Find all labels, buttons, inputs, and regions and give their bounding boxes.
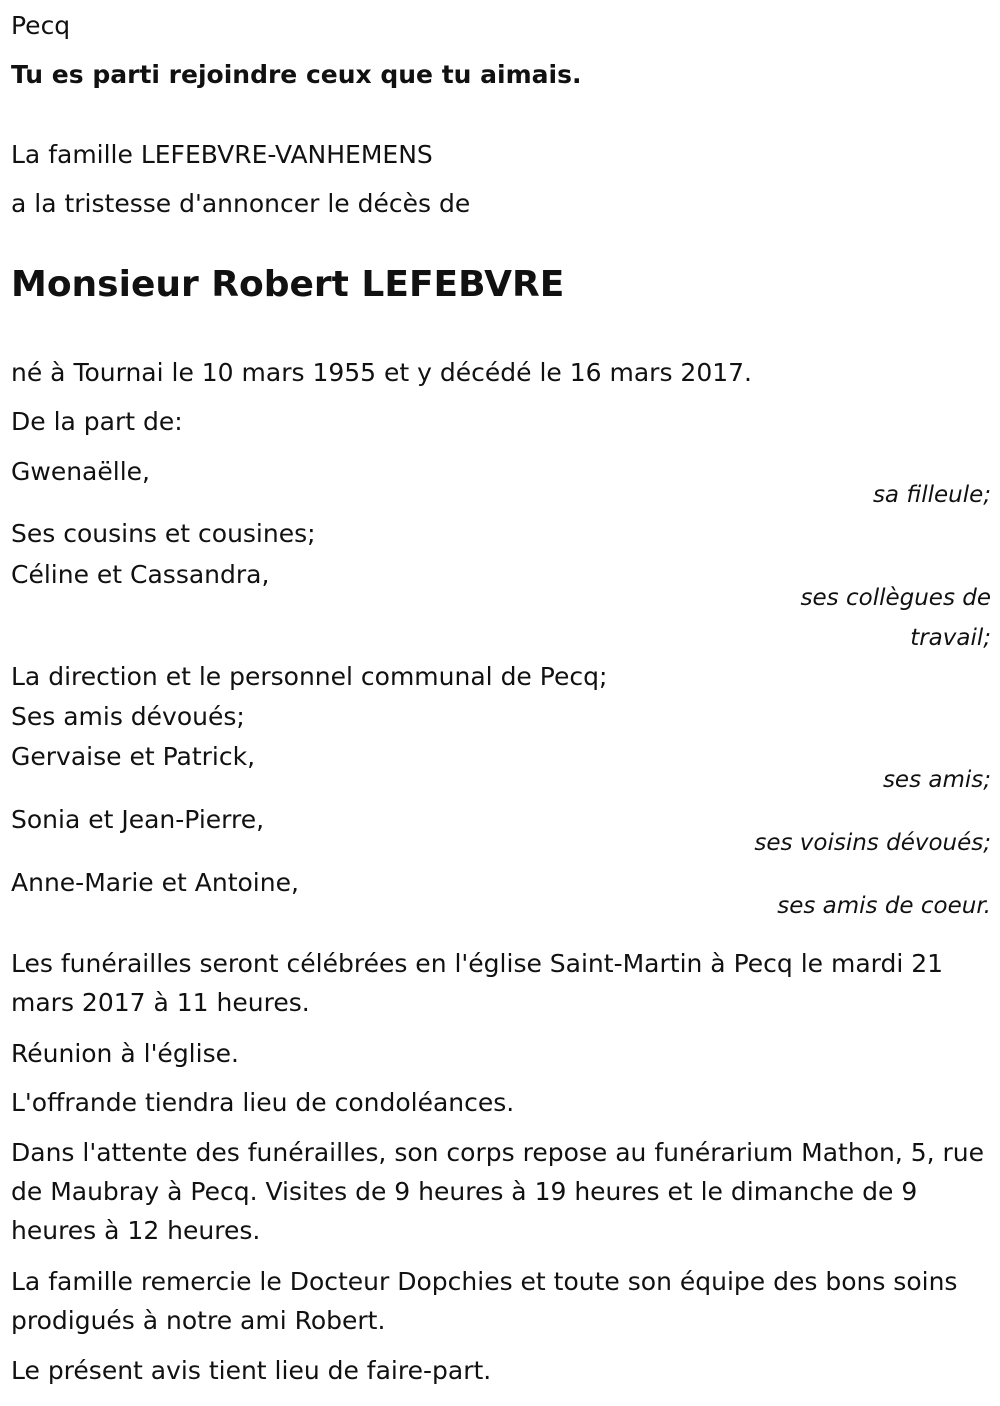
offering-paragraph: L'offrande tiendra lieu de condoléances. <box>11 1088 515 1117</box>
mourner-name: Anne-Marie et Antoine, <box>11 868 299 897</box>
location-label: Pecq <box>11 11 71 40</box>
birth-death-line: né à Tournai le 10 mars 1955 et y décédé le 16 mars 2017. <box>11 358 752 387</box>
mourner-role: ses amis de coeur. <box>777 893 991 919</box>
notice-paragraph: Le présent avis tient lieu de faire-part. <box>11 1356 492 1385</box>
mourner-role: sa filleule; <box>872 482 991 508</box>
mourner-name: La direction et le personnel communal de Pecq; <box>11 662 608 691</box>
epitaph: Tu es parti rejoindre ceux que tu aimais. <box>11 60 582 89</box>
funeral-paragraph: Les funérailles seront célébrées en l'église Saint-Martin à Pecq le mardi 21 mars 2017 à 11 heures. <box>11 949 944 1017</box>
mourner-role: travail; <box>910 625 991 651</box>
visits-paragraph: Dans l'attente des funérailles, son corps repose au funérarium Mathon, 5, rue de Maubray à Pecq. Visites de 9 heures à 19 heures et le dimanche de 9 heures à 12 heures. <box>11 1138 985 1245</box>
mourner-name: Ses amis dévoués; <box>11 702 245 731</box>
deceased-name: Monsieur Robert LEFEBVRE <box>11 264 565 305</box>
meeting-paragraph: Réunion à l'église. <box>11 1039 239 1068</box>
family-line: La famille LEFEBVRE-VANHEMENS <box>11 140 433 169</box>
mourner-name: Ses cousins et cousines; <box>11 519 316 548</box>
mourner-role: ses collègues de <box>800 585 991 611</box>
mourner-name: Sonia et Jean-Pierre, <box>11 805 265 834</box>
from-label: De la part de: <box>11 407 183 436</box>
mourner-name: Gervaise et Patrick, <box>11 742 256 771</box>
mourner-name: Céline et Cassandra, <box>11 560 270 589</box>
mourner-role: ses voisins dévoués; <box>754 830 991 856</box>
mourner-name: Gwenaëlle, <box>11 457 150 486</box>
mourner-role: ses amis; <box>882 767 991 793</box>
thanks-paragraph: La famille remercie le Docteur Dopchies et toute son équipe des bons soins prodigués à notre ami Robert. <box>11 1267 958 1335</box>
announce-line: a la tristesse d'annoncer le décès de <box>11 189 471 218</box>
